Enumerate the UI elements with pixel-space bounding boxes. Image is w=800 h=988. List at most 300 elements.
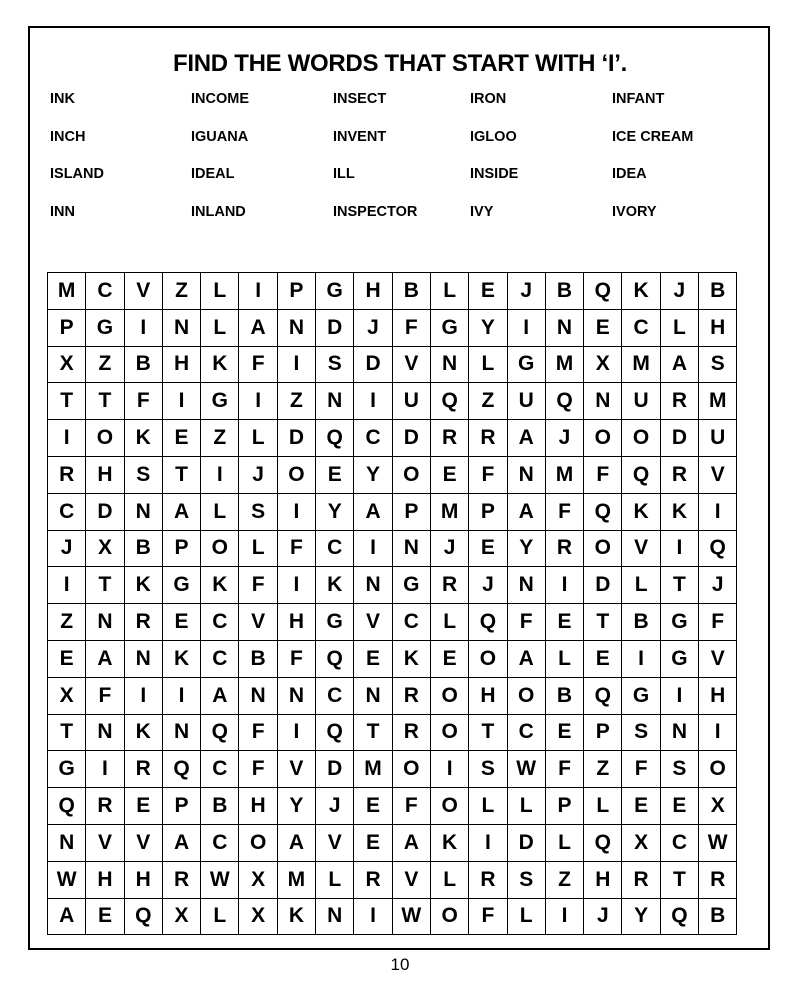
grid-cell[interactable]: N (316, 898, 354, 935)
grid-cell[interactable]: W (507, 751, 545, 788)
grid-cell[interactable]: I (660, 677, 698, 714)
grid-cell[interactable]: E (162, 604, 200, 641)
grid-cell[interactable]: E (124, 788, 162, 825)
grid-cell[interactable]: A (507, 420, 545, 457)
grid-cell[interactable]: A (507, 493, 545, 530)
grid-cell[interactable]: P (48, 309, 86, 346)
grid-cell[interactable]: Q (584, 273, 622, 310)
grid-cell[interactable]: C (201, 640, 239, 677)
grid-cell[interactable]: C (316, 530, 354, 567)
grid-cell[interactable]: Q (584, 677, 622, 714)
grid-cell[interactable]: H (86, 861, 124, 898)
grid-cell[interactable]: R (545, 530, 583, 567)
grid-cell[interactable]: H (699, 309, 737, 346)
grid-cell[interactable]: A (660, 346, 698, 383)
grid-cell[interactable]: Q (162, 751, 200, 788)
grid-cell[interactable]: F (277, 530, 315, 567)
grid-cell[interactable]: M (545, 456, 583, 493)
grid-cell[interactable]: N (430, 346, 468, 383)
grid-cell[interactable]: I (545, 898, 583, 935)
grid-cell[interactable]: D (316, 309, 354, 346)
grid-cell[interactable]: V (622, 530, 660, 567)
grid-cell[interactable]: J (354, 309, 392, 346)
grid-cell[interactable]: E (162, 420, 200, 457)
grid-cell[interactable]: I (201, 456, 239, 493)
grid-cell[interactable]: L (430, 604, 468, 641)
grid-cell[interactable]: T (48, 714, 86, 751)
grid-cell[interactable]: A (162, 493, 200, 530)
grid-cell[interactable]: B (545, 273, 583, 310)
grid-cell[interactable]: A (86, 640, 124, 677)
grid-cell[interactable]: E (430, 640, 468, 677)
grid-cell[interactable]: I (545, 567, 583, 604)
grid-cell[interactable]: E (354, 788, 392, 825)
grid-cell[interactable]: H (699, 677, 737, 714)
grid-cell[interactable]: G (162, 567, 200, 604)
grid-cell[interactable]: F (699, 604, 737, 641)
grid-cell[interactable]: B (124, 346, 162, 383)
grid-cell[interactable]: Y (277, 788, 315, 825)
grid-cell[interactable]: N (354, 567, 392, 604)
grid-cell[interactable]: A (392, 824, 430, 861)
grid-cell[interactable]: R (660, 456, 698, 493)
grid-cell[interactable]: E (469, 530, 507, 567)
grid-cell[interactable]: A (239, 309, 277, 346)
grid-cell[interactable]: R (354, 861, 392, 898)
grid-cell[interactable]: O (430, 788, 468, 825)
grid-cell[interactable]: A (277, 824, 315, 861)
grid-cell[interactable]: H (124, 861, 162, 898)
grid-cell[interactable]: N (162, 309, 200, 346)
grid-cell[interactable]: P (469, 493, 507, 530)
grid-cell[interactable]: C (392, 604, 430, 641)
grid-cell[interactable]: X (239, 861, 277, 898)
grid-cell[interactable]: H (277, 604, 315, 641)
grid-cell[interactable]: F (239, 751, 277, 788)
grid-cell[interactable]: N (660, 714, 698, 751)
grid-cell[interactable]: Q (124, 898, 162, 935)
grid-cell[interactable]: I (277, 493, 315, 530)
grid-cell[interactable]: E (354, 824, 392, 861)
grid-cell[interactable]: N (316, 383, 354, 420)
grid-cell[interactable]: R (469, 420, 507, 457)
grid-cell[interactable]: I (277, 567, 315, 604)
grid-cell[interactable]: R (48, 456, 86, 493)
grid-cell[interactable]: E (584, 640, 622, 677)
grid-cell[interactable]: O (201, 530, 239, 567)
grid-cell[interactable]: J (430, 530, 468, 567)
grid-cell[interactable]: V (86, 824, 124, 861)
grid-cell[interactable]: T (48, 383, 86, 420)
grid-cell[interactable]: C (354, 420, 392, 457)
grid-cell[interactable]: C (507, 714, 545, 751)
grid-cell[interactable]: F (392, 788, 430, 825)
grid-cell[interactable]: L (545, 640, 583, 677)
grid-cell[interactable]: C (622, 309, 660, 346)
grid-cell[interactable]: Q (622, 456, 660, 493)
grid-cell[interactable]: N (277, 677, 315, 714)
grid-cell[interactable]: Q (316, 420, 354, 457)
grid-cell[interactable]: S (622, 714, 660, 751)
grid-cell[interactable]: U (507, 383, 545, 420)
grid-cell[interactable]: F (239, 567, 277, 604)
grid-cell[interactable]: F (239, 714, 277, 751)
grid-cell[interactable]: L (660, 309, 698, 346)
grid-cell[interactable]: K (162, 640, 200, 677)
grid-cell[interactable]: N (124, 493, 162, 530)
grid-cell[interactable]: S (660, 751, 698, 788)
grid-cell[interactable]: E (469, 273, 507, 310)
grid-cell[interactable]: E (86, 898, 124, 935)
grid-cell[interactable]: Q (660, 898, 698, 935)
grid-cell[interactable]: P (392, 493, 430, 530)
grid-cell[interactable]: J (507, 273, 545, 310)
grid-cell[interactable]: I (354, 898, 392, 935)
grid-cell[interactable]: K (277, 898, 315, 935)
grid-cell[interactable]: X (48, 346, 86, 383)
grid-cell[interactable]: I (277, 346, 315, 383)
grid-cell[interactable]: F (392, 309, 430, 346)
grid-cell[interactable]: F (584, 456, 622, 493)
grid-cell[interactable]: M (354, 751, 392, 788)
grid-cell[interactable]: I (162, 677, 200, 714)
grid-cell[interactable]: Z (584, 751, 622, 788)
grid-cell[interactable]: R (430, 420, 468, 457)
grid-cell[interactable]: L (201, 273, 239, 310)
grid-cell[interactable]: I (48, 420, 86, 457)
grid-cell[interactable]: Y (354, 456, 392, 493)
grid-cell[interactable]: K (316, 567, 354, 604)
grid-cell[interactable]: Z (277, 383, 315, 420)
grid-cell[interactable]: K (622, 493, 660, 530)
grid-cell[interactable]: A (507, 640, 545, 677)
grid-cell[interactable]: W (201, 861, 239, 898)
grid-cell[interactable]: Q (584, 493, 622, 530)
grid-cell[interactable]: X (239, 898, 277, 935)
grid-cell[interactable]: K (124, 714, 162, 751)
grid-cell[interactable]: B (699, 898, 737, 935)
grid-cell[interactable]: L (584, 788, 622, 825)
grid-cell[interactable]: N (392, 530, 430, 567)
grid-cell[interactable]: F (86, 677, 124, 714)
grid-cell[interactable]: R (392, 714, 430, 751)
grid-cell[interactable]: B (392, 273, 430, 310)
grid-cell[interactable]: X (162, 898, 200, 935)
grid-cell[interactable]: Q (316, 640, 354, 677)
grid-cell[interactable]: H (354, 273, 392, 310)
grid-cell[interactable]: L (201, 493, 239, 530)
grid-cell[interactable]: O (392, 456, 430, 493)
grid-cell[interactable]: N (507, 567, 545, 604)
grid-cell[interactable]: T (584, 604, 622, 641)
grid-cell[interactable]: D (507, 824, 545, 861)
grid-cell[interactable]: I (354, 530, 392, 567)
grid-cell[interactable]: S (469, 751, 507, 788)
grid-cell[interactable]: R (162, 861, 200, 898)
grid-cell[interactable]: T (162, 456, 200, 493)
grid-cell[interactable]: G (201, 383, 239, 420)
grid-cell[interactable]: S (507, 861, 545, 898)
grid-cell[interactable]: Q (316, 714, 354, 751)
grid-cell[interactable]: E (430, 456, 468, 493)
grid-cell[interactable]: Z (162, 273, 200, 310)
grid-cell[interactable]: K (124, 567, 162, 604)
grid-cell[interactable]: N (277, 309, 315, 346)
grid-cell[interactable]: Z (86, 346, 124, 383)
grid-cell[interactable]: G (316, 604, 354, 641)
grid-cell[interactable]: C (316, 677, 354, 714)
grid-cell[interactable]: L (469, 346, 507, 383)
grid-cell[interactable]: M (48, 273, 86, 310)
grid-cell[interactable]: X (86, 530, 124, 567)
grid-cell[interactable]: F (622, 751, 660, 788)
grid-cell[interactable]: K (430, 824, 468, 861)
grid-cell[interactable]: F (545, 751, 583, 788)
grid-cell[interactable]: G (507, 346, 545, 383)
grid-cell[interactable]: I (507, 309, 545, 346)
grid-cell[interactable]: V (316, 824, 354, 861)
grid-cell[interactable]: M (430, 493, 468, 530)
grid-cell[interactable]: A (162, 824, 200, 861)
grid-cell[interactable]: L (507, 788, 545, 825)
grid-cell[interactable]: C (201, 751, 239, 788)
grid-cell[interactable]: H (86, 456, 124, 493)
grid-cell[interactable]: J (239, 456, 277, 493)
grid-cell[interactable]: I (622, 640, 660, 677)
grid-cell[interactable]: H (162, 346, 200, 383)
grid-cell[interactable]: T (86, 383, 124, 420)
grid-cell[interactable]: E (354, 640, 392, 677)
grid-cell[interactable]: Y (316, 493, 354, 530)
grid-cell[interactable]: X (48, 677, 86, 714)
grid-cell[interactable]: Z (469, 383, 507, 420)
grid-cell[interactable]: Q (430, 383, 468, 420)
grid-cell[interactable]: Z (545, 861, 583, 898)
grid-cell[interactable]: E (622, 788, 660, 825)
grid-cell[interactable]: S (699, 346, 737, 383)
grid-cell[interactable]: K (622, 273, 660, 310)
grid-cell[interactable]: O (277, 456, 315, 493)
grid-cell[interactable]: C (201, 824, 239, 861)
grid-cell[interactable]: O (239, 824, 277, 861)
grid-cell[interactable]: K (392, 640, 430, 677)
grid-cell[interactable]: O (430, 898, 468, 935)
grid-cell[interactable]: V (392, 346, 430, 383)
grid-cell[interactable]: I (277, 714, 315, 751)
grid-cell[interactable]: J (699, 567, 737, 604)
grid-cell[interactable]: Y (622, 898, 660, 935)
grid-cell[interactable]: N (162, 714, 200, 751)
grid-cell[interactable]: N (86, 604, 124, 641)
grid-cell[interactable]: D (584, 567, 622, 604)
grid-cell[interactable]: A (48, 898, 86, 935)
grid-cell[interactable]: R (699, 861, 737, 898)
grid-cell[interactable]: D (392, 420, 430, 457)
grid-cell[interactable]: O (392, 751, 430, 788)
grid-cell[interactable]: I (124, 677, 162, 714)
grid-cell[interactable]: N (48, 824, 86, 861)
grid-cell[interactable]: R (86, 788, 124, 825)
grid-cell[interactable]: J (545, 420, 583, 457)
grid-cell[interactable]: L (316, 861, 354, 898)
grid-cell[interactable]: J (48, 530, 86, 567)
grid-cell[interactable]: L (469, 788, 507, 825)
grid-cell[interactable]: P (277, 273, 315, 310)
grid-cell[interactable]: L (545, 824, 583, 861)
grid-cell[interactable]: C (86, 273, 124, 310)
grid-cell[interactable]: M (622, 346, 660, 383)
grid-cell[interactable]: V (277, 751, 315, 788)
grid-cell[interactable]: M (545, 346, 583, 383)
grid-cell[interactable]: F (124, 383, 162, 420)
grid-cell[interactable]: G (660, 640, 698, 677)
grid-cell[interactable]: L (239, 420, 277, 457)
grid-cell[interactable]: F (469, 456, 507, 493)
grid-cell[interactable]: G (430, 309, 468, 346)
grid-cell[interactable]: J (584, 898, 622, 935)
grid-cell[interactable]: B (124, 530, 162, 567)
grid-cell[interactable]: R (622, 861, 660, 898)
grid-cell[interactable]: B (201, 788, 239, 825)
grid-cell[interactable]: B (239, 640, 277, 677)
grid-cell[interactable]: T (660, 861, 698, 898)
grid-cell[interactable]: R (660, 383, 698, 420)
grid-cell[interactable]: I (124, 309, 162, 346)
grid-cell[interactable]: V (699, 456, 737, 493)
grid-cell[interactable]: D (354, 346, 392, 383)
grid-cell[interactable]: O (430, 677, 468, 714)
grid-cell[interactable]: I (48, 567, 86, 604)
grid-cell[interactable]: J (469, 567, 507, 604)
grid-cell[interactable]: O (86, 420, 124, 457)
grid-cell[interactable]: L (201, 309, 239, 346)
grid-cell[interactable]: L (622, 567, 660, 604)
grid-cell[interactable]: T (660, 567, 698, 604)
grid-cell[interactable]: O (699, 751, 737, 788)
grid-cell[interactable]: E (48, 640, 86, 677)
grid-cell[interactable]: P (162, 788, 200, 825)
grid-cell[interactable]: B (622, 604, 660, 641)
grid-cell[interactable]: V (354, 604, 392, 641)
grid-cell[interactable]: N (86, 714, 124, 751)
grid-cell[interactable]: Y (469, 309, 507, 346)
grid-cell[interactable]: V (392, 861, 430, 898)
grid-cell[interactable]: F (239, 346, 277, 383)
grid-cell[interactable]: O (622, 420, 660, 457)
grid-cell[interactable]: G (48, 751, 86, 788)
grid-cell[interactable]: L (507, 898, 545, 935)
grid-cell[interactable]: U (622, 383, 660, 420)
grid-cell[interactable]: G (622, 677, 660, 714)
grid-cell[interactable]: Q (699, 530, 737, 567)
grid-cell[interactable]: V (124, 273, 162, 310)
grid-cell[interactable]: W (699, 824, 737, 861)
grid-cell[interactable]: T (469, 714, 507, 751)
grid-cell[interactable]: J (660, 273, 698, 310)
grid-cell[interactable]: F (545, 493, 583, 530)
grid-cell[interactable]: R (124, 604, 162, 641)
grid-cell[interactable]: X (622, 824, 660, 861)
grid-cell[interactable]: I (469, 824, 507, 861)
grid-cell[interactable]: S (124, 456, 162, 493)
grid-cell[interactable]: O (469, 640, 507, 677)
grid-cell[interactable]: O (430, 714, 468, 751)
grid-cell[interactable]: L (239, 530, 277, 567)
grid-cell[interactable]: X (584, 346, 622, 383)
grid-cell[interactable]: Q (469, 604, 507, 641)
grid-cell[interactable]: I (660, 530, 698, 567)
grid-cell[interactable]: L (430, 273, 468, 310)
grid-cell[interactable]: W (392, 898, 430, 935)
grid-cell[interactable]: A (201, 677, 239, 714)
grid-cell[interactable]: S (239, 493, 277, 530)
grid-cell[interactable]: V (699, 640, 737, 677)
grid-cell[interactable]: I (699, 493, 737, 530)
grid-cell[interactable]: C (201, 604, 239, 641)
grid-cell[interactable]: I (162, 383, 200, 420)
grid-cell[interactable]: G (86, 309, 124, 346)
grid-cell[interactable]: E (584, 309, 622, 346)
grid-cell[interactable]: B (545, 677, 583, 714)
grid-cell[interactable]: T (86, 567, 124, 604)
grid-cell[interactable]: P (584, 714, 622, 751)
grid-cell[interactable]: N (239, 677, 277, 714)
grid-cell[interactable]: F (507, 604, 545, 641)
grid-cell[interactable]: R (430, 567, 468, 604)
grid-cell[interactable]: I (239, 383, 277, 420)
grid-cell[interactable]: L (430, 861, 468, 898)
grid-cell[interactable]: K (201, 346, 239, 383)
grid-cell[interactable]: O (584, 530, 622, 567)
grid-cell[interactable]: D (86, 493, 124, 530)
grid-cell[interactable]: P (162, 530, 200, 567)
grid-cell[interactable]: S (316, 346, 354, 383)
grid-cell[interactable]: C (48, 493, 86, 530)
grid-cell[interactable]: H (469, 677, 507, 714)
grid-cell[interactable]: O (507, 677, 545, 714)
grid-cell[interactable]: E (545, 604, 583, 641)
grid-cell[interactable]: Z (48, 604, 86, 641)
grid-cell[interactable]: B (699, 273, 737, 310)
grid-cell[interactable]: Q (201, 714, 239, 751)
grid-cell[interactable]: K (124, 420, 162, 457)
grid-cell[interactable]: N (354, 677, 392, 714)
grid-cell[interactable]: F (469, 898, 507, 935)
grid-cell[interactable]: K (660, 493, 698, 530)
grid-cell[interactable]: F (277, 640, 315, 677)
grid-cell[interactable]: G (392, 567, 430, 604)
grid-cell[interactable]: N (124, 640, 162, 677)
grid-cell[interactable]: I (430, 751, 468, 788)
grid-cell[interactable]: N (545, 309, 583, 346)
grid-cell[interactable]: D (660, 420, 698, 457)
grid-cell[interactable]: I (354, 383, 392, 420)
grid-cell[interactable]: D (316, 751, 354, 788)
grid-cell[interactable]: I (239, 273, 277, 310)
grid-cell[interactable]: O (584, 420, 622, 457)
grid-cell[interactable]: L (201, 898, 239, 935)
grid-cell[interactable]: W (48, 861, 86, 898)
grid-cell[interactable]: K (201, 567, 239, 604)
grid-cell[interactable]: Q (48, 788, 86, 825)
grid-cell[interactable]: G (316, 273, 354, 310)
grid-cell[interactable]: E (660, 788, 698, 825)
grid-cell[interactable]: U (392, 383, 430, 420)
grid-cell[interactable]: E (316, 456, 354, 493)
grid-cell[interactable]: P (545, 788, 583, 825)
grid-cell[interactable]: C (660, 824, 698, 861)
grid-cell[interactable]: V (124, 824, 162, 861)
